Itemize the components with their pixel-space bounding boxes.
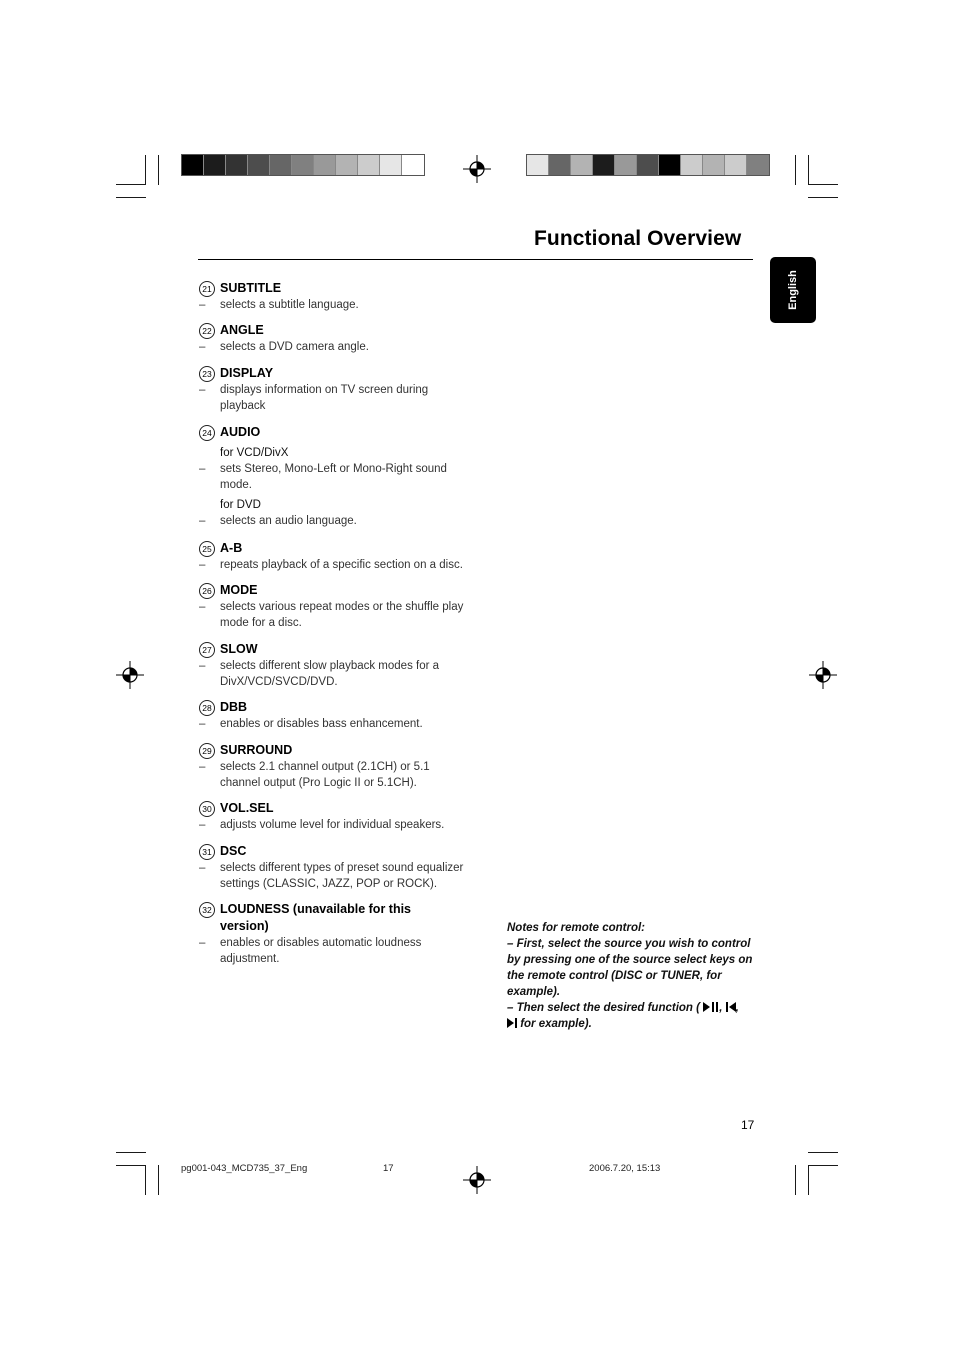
color-swatch [637,155,659,175]
color-swatch [593,155,615,175]
color-swatch [270,155,292,175]
crop-mark [795,1165,796,1195]
color-swatch [703,155,725,175]
item-label: SURROUND [220,743,293,757]
item-heading [199,322,469,339]
crop-mark [116,197,146,198]
language-tab [770,257,816,323]
list-item [199,641,469,690]
color-swatch [659,155,681,175]
item-description: – selects different types of preset sound equalizer settings (CLASSIC, JAZZ, POP or ROCK). [199,862,464,890]
remote-control-notes [507,920,757,1032]
item-number: 23 [199,366,215,382]
color-swatch [747,155,769,175]
color-swatch [571,155,593,175]
crop-mark [808,1152,838,1153]
item-heading [199,800,469,817]
list-item [199,322,469,355]
item-number: 30 [199,801,215,817]
registration-target-icon [463,1166,491,1194]
item-label: SLOW [220,642,258,656]
title-rule [198,259,753,260]
item-label: VOL.SEL [220,801,274,815]
footer-date: 2006.7.20, 15:13 [589,1163,661,1174]
item-heading [199,540,469,557]
color-swatch [182,155,204,175]
item-subheading: for VCD/DivX [220,447,289,459]
previous-icon [726,1002,736,1012]
crop-mark [116,1152,146,1153]
footer-filename: pg001-043_MCD735_37_Eng [181,1163,308,1174]
registration-target-icon [809,661,837,689]
crop-mark [116,1165,146,1166]
crop-mark [808,1165,838,1166]
item-number: 27 [199,642,215,658]
color-swatch [725,155,747,175]
color-swatch [402,155,424,175]
play-pause-icon [703,1002,719,1012]
item-heading [199,365,469,382]
item-label: LOUDNESS (unavailable for this version) [220,902,412,933]
list-item [199,901,469,967]
list-item [199,582,469,631]
color-swatch [292,155,314,175]
crop-mark [158,155,159,185]
item-label: A-B [220,541,243,555]
notes-heading: Notes for remote control: [507,922,646,934]
item-heading [199,280,469,297]
item-description: – selects different slow playback modes for a DivX/VCD/SVCD/DVD. [199,660,440,688]
color-swatch [527,155,549,175]
color-swatch [226,155,248,175]
item-description: – enables or disables automatic loudness adjustment. [199,937,422,965]
color-swatch [336,155,358,175]
item-number: 25 [199,541,215,557]
item-description: – selects 2.1 channel output (2.1CH) or 5.1 channel output (Pro Logic II or 5.1CH). [199,761,430,789]
color-calibration-bars-left [181,154,425,176]
item-description: – repeats playback of a specific section on a disc. [199,559,463,571]
notes-line: – Then select the desired function ( , , for example). [507,1002,739,1030]
list-item [199,540,469,573]
list-item [199,742,469,791]
color-swatch [314,155,336,175]
item-heading [199,424,469,441]
registration-target-icon [463,155,491,183]
item-label: AUDIO [220,425,261,439]
item-label: DSC [220,844,247,858]
next-icon [507,1018,517,1028]
item-number: 29 [199,743,215,759]
item-number: 24 [199,425,215,441]
item-number: 31 [199,844,215,860]
item-number: 22 [199,323,215,339]
item-label: ANGLE [220,323,264,337]
crop-mark [145,155,146,185]
crop-mark [145,1165,146,1195]
page-number: 17 [741,1118,755,1132]
item-label: SUBTITLE [220,281,282,295]
color-swatch [615,155,637,175]
item-description: – enables or disables bass enhancement. [199,718,423,730]
color-calibration-bars-right [526,154,770,176]
item-heading [199,742,469,759]
page-title: Functional Overview [534,227,742,250]
color-swatch [380,155,402,175]
list-item [199,843,469,892]
list-item [199,424,469,529]
color-swatch [358,155,380,175]
item-label: MODE [220,583,258,597]
item-label: DISPLAY [220,366,274,380]
item-heading [199,901,469,935]
item-description: – displays information on TV screen during playback [199,384,429,412]
item-subheading: for DVD [220,499,261,511]
crop-mark [808,1165,809,1195]
registration-target-icon [116,661,144,689]
color-swatch [248,155,270,175]
color-swatch [681,155,703,175]
item-label: DBB [220,700,248,714]
crop-mark [808,155,809,185]
item-number: 26 [199,583,215,599]
item-number: 28 [199,700,215,716]
crop-mark [795,155,796,185]
item-heading [199,843,469,860]
notes-line: – First, select the source you wish to control by pressing one of the source select keys on the remote control (DISC or TUNER, for example). [507,938,753,998]
item-number: 21 [199,281,215,297]
item-description: – selects an audio language. [199,515,357,527]
item-heading [199,699,469,716]
crop-mark [116,184,146,185]
item-description: – selects a DVD camera angle. [199,341,369,353]
item-description: – adjusts volume level for individual speakers. [199,819,445,831]
crop-mark [808,184,838,185]
item-number: 32 [199,902,215,918]
list-item [199,699,469,732]
item-description: – selects various repeat modes or the shuffle play mode for a disc. [199,601,464,629]
item-heading [199,582,469,599]
language-tab-label: English [787,270,799,310]
footer-page: 17 [383,1163,394,1174]
item-heading [199,641,469,658]
item-description: – sets Stereo, Mono-Left or Mono-Right sound mode. [199,463,447,491]
crop-mark [808,197,838,198]
color-swatch [549,155,571,175]
color-swatch [204,155,226,175]
list-item [199,800,469,833]
list-item [199,365,469,414]
item-description: – selects a subtitle language. [199,299,359,311]
crop-mark [158,1165,159,1195]
list-item [199,280,469,313]
